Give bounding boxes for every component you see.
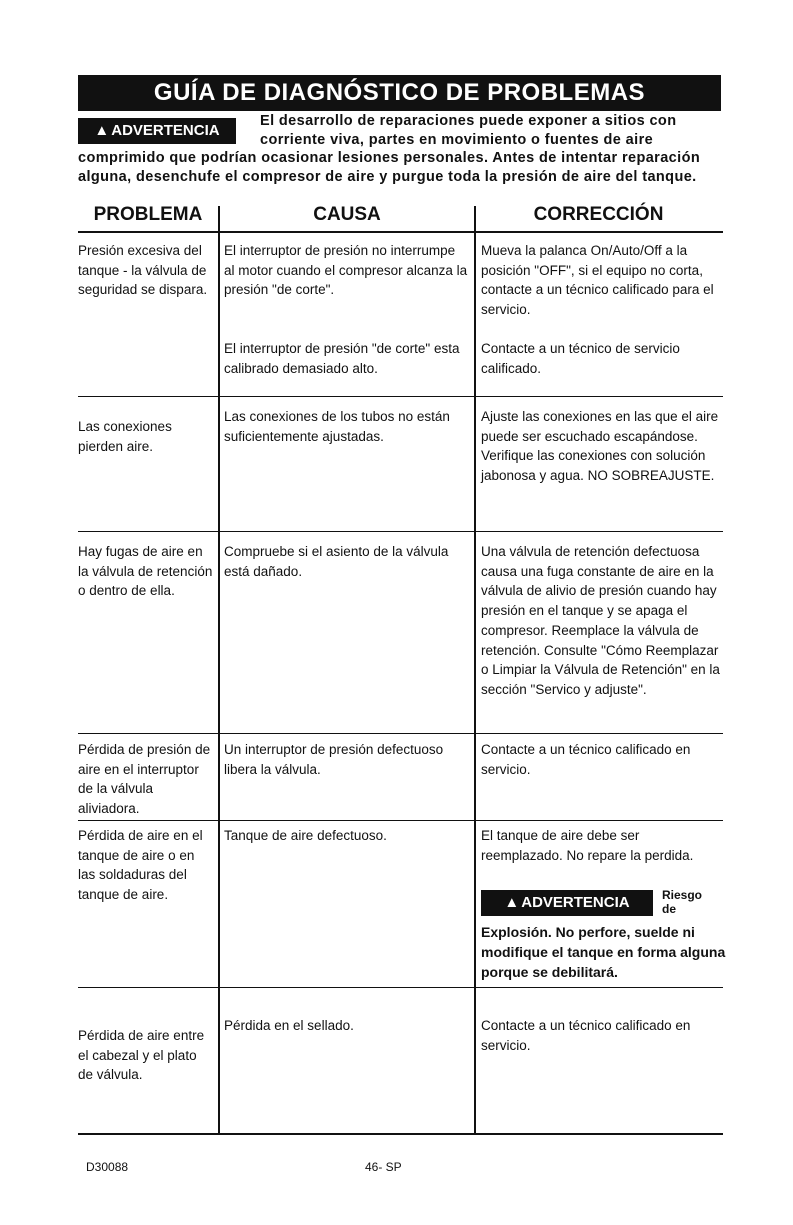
row-6-cause-1: Pérdida en el sellado. bbox=[224, 1018, 354, 1033]
row-2-correction-1: Ajuste las conexiones en las que el aire puede ser escuchado escapándose. Verifique las conexiones con solución jabonosa y agua. NO SOBREAJUSTE. bbox=[481, 409, 719, 484]
row-4-cause-1: Un interruptor de presión defectuoso libera la válvula. bbox=[224, 742, 444, 777]
warning-badge: ▲ ADVERTENCIA bbox=[78, 118, 236, 144]
row-5-cause-1: Tanque de aire defectuoso. bbox=[224, 828, 387, 843]
header-correction: CORRECCIÓN bbox=[533, 204, 664, 225]
row-3-correction-1: Una válvula de retención defectuosa causa una fuga constante de aire en la válvula de alivio de presión cuando hay presión en el tanque y se apaga el compresor. Reemplace la válvula de retención. Consulte "Cómo Reemplazar o Limpiar la Válvula de Retención" en la sección "Servico y adjuste". bbox=[481, 544, 720, 697]
row-divider bbox=[78, 531, 723, 532]
row-divider bbox=[78, 820, 723, 821]
row-6-correction-1: Contacte a un técnico calificado en servicio. bbox=[481, 1018, 691, 1053]
row-divider bbox=[78, 396, 723, 397]
row-1-correction-2: Contacte a un técnico de servicio calificado. bbox=[481, 341, 680, 376]
row-divider bbox=[78, 733, 723, 734]
row-1-cause-2: El interruptor de presión "de corte" esta calibrado demasiado alto. bbox=[224, 341, 460, 376]
row-divider bbox=[78, 987, 723, 988]
header-problem: PROBLEMA bbox=[93, 204, 203, 225]
header-cause: CAUSA bbox=[313, 204, 381, 225]
row-5-correction-1: El tanque de aire debe ser reemplazado. No repare la perdida. bbox=[481, 828, 694, 863]
page-title-banner: GUÍA DE DIAGNÓSTICO DE PROBLEMAS bbox=[78, 75, 721, 111]
warning-triangle-icon: ▲ bbox=[504, 894, 520, 911]
row-2-problem: Las conexiones pierden aire. bbox=[78, 419, 172, 454]
row-4-problem: Pérdida de presión de aire en el interruptor de la válvula aliviadora. bbox=[78, 742, 211, 817]
column-divider-2 bbox=[474, 206, 476, 1134]
row-5-problem: Pérdida de aire en el tanque de aire o en las soldaduras del tanque de aire. bbox=[78, 828, 203, 903]
row-6-problem: Pérdida de aire entre el cabezal y el plato de válvula. bbox=[78, 1028, 205, 1083]
page-number: 46- SP bbox=[365, 1160, 402, 1174]
tank-warning-text: Explosión. No perfore, suelde ni modifique el tanque en forma alguna porque se debilitará. bbox=[481, 924, 726, 980]
table-header bbox=[78, 204, 721, 230]
tank-warning-badge: ▲ ADVERTENCIA bbox=[481, 890, 653, 916]
row-1-problem: Presión excesiva del tanque - la válvula de seguridad se dispara. bbox=[78, 243, 208, 298]
table-bottom-line bbox=[78, 1133, 723, 1135]
row-1-cause-1: El interruptor de presión no interrumpe al motor cuando el compresor alcanza la presión "de corte". bbox=[224, 243, 468, 298]
row-4-correction-1: Contacte a un técnico calificado en servicio. bbox=[481, 742, 691, 777]
row-1-correction-1: Mueva la palanca On/Auto/Off a la posición "OFF", si el equipo no corta, contacte a un técnico calificado para el servicio. bbox=[481, 243, 714, 318]
tank-warning-risk: Riesgo de bbox=[662, 888, 703, 916]
column-divider-1 bbox=[218, 206, 220, 1134]
header-divider bbox=[78, 231, 723, 233]
row-3-problem: Hay fugas de aire en la válvula de retención o dentro de ella. bbox=[78, 544, 213, 599]
document-code: D30088 bbox=[86, 1160, 129, 1174]
warning-triangle-icon: ▲ bbox=[94, 122, 110, 139]
row-2-cause-1: Las conexiones de los tubos no están suficientemente ajustadas. bbox=[224, 409, 450, 444]
row-3-cause-1: Compruebe si el asiento de la válvula está dañado. bbox=[224, 544, 449, 579]
warning-paragraph: El desarrollo de reparaciones puede exponer a sitios con corriente viva, partes en movimiento o fuentes de aire comprimido que podrían ocasionar lesiones personales. Antes de intentar reparación alguna, desenchufe el compresor de aire y purgue toda la presión de aire del tanque. bbox=[78, 113, 701, 185]
